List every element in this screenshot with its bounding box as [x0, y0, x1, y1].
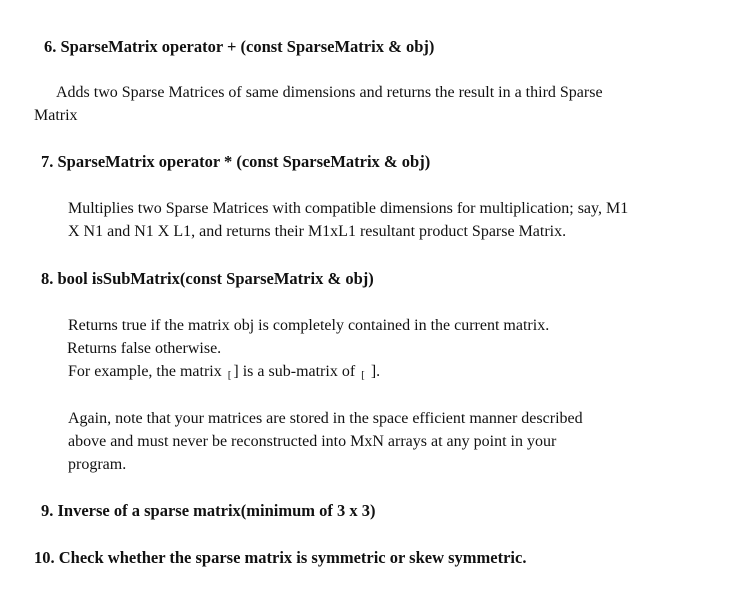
example-bracket-open-2: [	[361, 369, 365, 381]
section-10-heading: 10. Check whether the sparse matrix is symmetric or skew symmetric.	[34, 548, 527, 567]
example-suffix: ].	[370, 363, 381, 380]
section-7-description-line2: X N1 and N1 X L1, and returns their M1xL1 resultant product Sparse Matrix.	[68, 223, 567, 240]
section-8-heading: 8. bool isSubMatrix(const SparseMatrix & obj)	[41, 269, 374, 288]
section-7-heading: 7. SparseMatrix operator * (const SparseMatrix & obj)	[41, 152, 431, 171]
section-8-note-line1: Again, note that your matrices are stored in the space efficient manner described	[68, 410, 583, 427]
section-8-line2: Returns false otherwise.	[67, 340, 222, 357]
section-7-description-line1: Multiplies two Sparse Matrices with compatible dimensions for multiplication; say, M1	[68, 200, 629, 217]
example-bracket-open-1: [	[227, 369, 232, 381]
section-8-note-line2: above and must never be reconstructed into MxN arrays at any point in your	[68, 433, 557, 450]
section-6-description-line2: Matrix	[34, 107, 78, 124]
section-6-description-line1: Adds two Sparse Matrices of same dimensions and returns the result in a third Sparse	[56, 84, 603, 101]
example-middle: ] is a sub-matrix of	[233, 363, 356, 380]
section-8-example	[68, 362, 380, 385]
section-8-note-line3: program.	[68, 456, 127, 473]
section-8-line1: Returns true if the matrix obj is completely contained in the current matrix.	[68, 317, 550, 334]
example-prefix: For example, the matrix	[68, 363, 222, 380]
section-6-heading: 6. SparseMatrix operator + (const SparseMatrix & obj)	[44, 37, 435, 56]
section-9-heading: 9. Inverse of a sparse matrix(minimum of 3 x 3)	[41, 501, 376, 520]
